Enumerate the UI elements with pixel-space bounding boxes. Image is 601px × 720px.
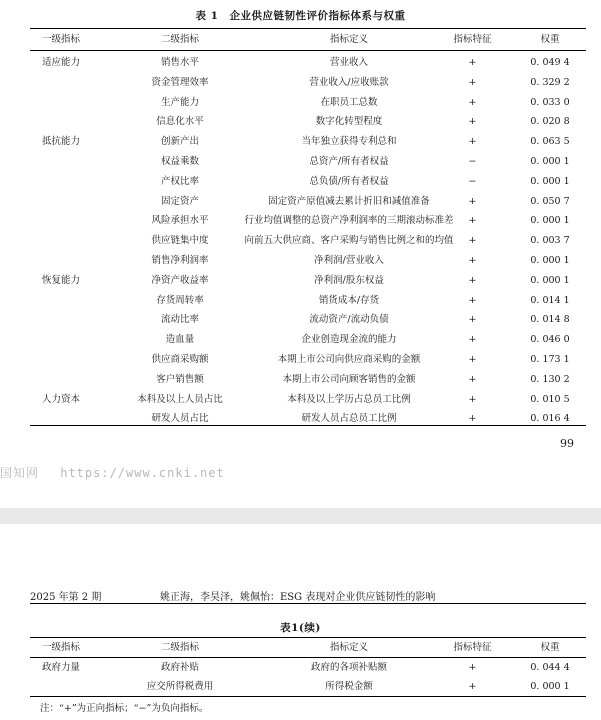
- weight-cell: 0. 000 1: [530, 156, 570, 167]
- table-caption: 表 1 企业供应链韧性评价指标体系与权重: [195, 10, 406, 22]
- secondary-indicator-cell: 应交所得税费用: [146, 680, 214, 692]
- header-cell: 权重: [540, 642, 560, 653]
- secondary-indicator-cell: 研发人员占比: [151, 413, 209, 425]
- direction-cell: +: [468, 235, 477, 247]
- secondary-indicator-cell: 产权比率: [160, 175, 199, 187]
- page-number: 99: [560, 437, 574, 450]
- secondary-indicator-cell: 信息化水平: [156, 116, 204, 128]
- watermark: 国知网 https://www.cnki.net: [0, 466, 225, 480]
- weight-cell: 0. 046 0: [530, 334, 570, 346]
- header-cell: 指标特征: [453, 642, 492, 653]
- definition-cell: 净利润/股东权益: [314, 274, 384, 286]
- definition-cell: 向前五大供应商、客户采购与销售比例之和的均值: [244, 235, 454, 247]
- definition-cell: 本期上市公司向顾客销售的金额: [282, 373, 416, 385]
- direction-cell: +: [468, 195, 477, 207]
- direction-cell: +: [468, 314, 477, 326]
- definition-cell: 营业收入/应收账款: [309, 76, 389, 88]
- direction-cell: +: [468, 136, 477, 148]
- weight-cell: 0. 000 1: [530, 175, 570, 187]
- weight-cell: 0. 000 1: [530, 274, 570, 286]
- page-gap: [0, 508, 601, 524]
- header-cell: 二级指标: [160, 34, 199, 45]
- direction-cell: +: [468, 413, 477, 425]
- weight-cell: 0. 010 5: [530, 393, 570, 405]
- direction-cell: +: [468, 294, 477, 306]
- primary-indicator-cell: 政府力量: [42, 662, 81, 673]
- definition-cell: 销货成本/存货: [318, 294, 380, 306]
- weight-cell: 0. 329 2: [530, 76, 570, 88]
- definition-cell: 所得税金额: [325, 680, 373, 692]
- secondary-indicator-cell: 净资产收益率: [151, 274, 209, 286]
- table-row: [30, 409, 586, 429]
- running-head-issue: 2025 年第 2 期: [30, 592, 102, 603]
- header-cell: 权重: [540, 34, 560, 45]
- header-rule: [30, 50, 586, 51]
- secondary-indicator-cell: 权益乘数: [160, 156, 199, 167]
- definition-cell: 政府的各项补贴额: [310, 662, 387, 673]
- direction-cell: +: [468, 373, 477, 385]
- table-row: [30, 370, 586, 390]
- secondary-indicator-cell: 销售净利润率: [151, 255, 209, 266]
- table-row: [30, 53, 586, 73]
- table-row: [30, 390, 586, 410]
- definition-cell: 在职员工总数: [320, 96, 378, 108]
- secondary-indicator-cell: 供应商采购额: [151, 354, 209, 365]
- table-row: [30, 251, 586, 271]
- weight-cell: 0. 014 8: [530, 314, 570, 326]
- table-row: [30, 677, 586, 697]
- table-note: 注：“+”为正向指标；“−”为负向指标。: [40, 703, 209, 714]
- direction-cell: −: [468, 175, 477, 187]
- cont-table-header: [30, 638, 586, 658]
- table-row: [30, 658, 586, 678]
- definition-cell: 流动资产/流动负债: [309, 314, 389, 326]
- weight-cell: 0. 000 1: [530, 680, 570, 692]
- weight-cell: 0. 130 2: [530, 373, 570, 385]
- weight-cell: 0. 050 7: [530, 195, 570, 207]
- definition-cell: 总资产/所有者权益: [309, 156, 389, 167]
- secondary-indicator-cell: 固定资产: [160, 195, 199, 207]
- direction-cell: +: [468, 354, 477, 365]
- secondary-indicator-cell: 资金管理效率: [151, 76, 209, 88]
- table-row: [30, 291, 586, 311]
- secondary-indicator-cell: 创新产出: [160, 136, 199, 148]
- primary-indicator-cell: 适应能力: [42, 57, 81, 68]
- table-row: [30, 132, 586, 152]
- table-cont-caption: 表1(续): [280, 622, 321, 634]
- weight-cell: 0. 033 0: [530, 96, 570, 108]
- definition-cell: 营业收入: [329, 57, 368, 68]
- top-rule: [30, 28, 586, 29]
- direction-cell: +: [468, 255, 477, 266]
- weight-cell: 0. 044 4: [530, 662, 570, 673]
- running-head-title: 姚正海，李昊泽，姚佩怡：ESG 表现对企业供应链韧性的影响: [160, 592, 436, 603]
- table-header: [30, 30, 586, 50]
- table-row: [30, 73, 586, 93]
- definition-cell: 固定资产原值减去累计折旧和减值准备: [268, 195, 430, 207]
- secondary-indicator-cell: 客户销售额: [156, 373, 204, 385]
- header-cell: 一级指标: [42, 34, 81, 45]
- definition-cell: 总负债/所有者权益: [309, 175, 389, 187]
- direction-cell: +: [468, 76, 477, 88]
- secondary-indicator-cell: 流动比率: [160, 314, 199, 326]
- weight-cell: 0. 016 4: [530, 413, 570, 425]
- weight-cell: 0. 020 8: [530, 116, 570, 128]
- direction-cell: +: [468, 393, 477, 405]
- secondary-indicator-cell: 风险承担水平: [151, 215, 209, 227]
- direction-cell: +: [468, 116, 477, 128]
- cont-bottom-rule: [30, 696, 586, 697]
- secondary-indicator-cell: 供应链集中度: [151, 235, 209, 247]
- definition-cell: 研发人员占总员工比例: [301, 413, 397, 425]
- table-row: [30, 192, 586, 212]
- direction-cell: +: [468, 274, 477, 286]
- table-row: [30, 93, 586, 113]
- weight-cell: 0. 003 7: [530, 235, 570, 247]
- secondary-indicator-cell: 造血量: [165, 334, 195, 346]
- table-row: [30, 211, 586, 231]
- secondary-indicator-cell: 政府补贴: [160, 662, 199, 673]
- secondary-indicator-cell: 本科及以上人员占比: [137, 393, 223, 405]
- direction-cell: +: [468, 57, 477, 68]
- primary-indicator-cell: 恢复能力: [42, 274, 81, 286]
- table-row: [30, 350, 586, 370]
- definition-cell: 企业创造现金流的能力: [301, 334, 397, 346]
- header-cell: 二级指标: [160, 642, 199, 653]
- direction-cell: +: [468, 680, 477, 692]
- table-row: [30, 152, 586, 172]
- secondary-indicator-cell: 存货周转率: [156, 294, 204, 306]
- header-cell: 指标定义: [329, 34, 368, 45]
- table-row: [30, 310, 586, 330]
- primary-indicator-cell: 人力资本: [42, 393, 81, 405]
- direction-cell: +: [468, 334, 477, 346]
- definition-cell: 行业均值调整的总资产净利润率的三期滚动标准差: [244, 215, 454, 227]
- primary-indicator-cell: 抵抗能力: [42, 136, 81, 148]
- definition-cell: 数字化转型程度: [315, 116, 383, 128]
- weight-cell: 0. 049 4: [530, 57, 570, 68]
- bottom-rule: [30, 425, 586, 426]
- secondary-indicator-cell: 销售水平: [160, 57, 199, 68]
- definition-cell: 当年独立获得专利总和: [301, 136, 397, 148]
- definition-cell: 净利润/营业收入: [314, 255, 384, 266]
- table-row: [30, 112, 586, 132]
- direction-cell: +: [468, 662, 477, 673]
- secondary-indicator-cell: 生产能力: [160, 96, 199, 108]
- header-cell: 一级指标: [42, 642, 81, 653]
- direction-cell: −: [468, 156, 477, 167]
- definition-cell: 本科及以上学历占总员工比例: [287, 393, 411, 405]
- direction-cell: +: [468, 215, 477, 227]
- weight-cell: 0. 173 1: [530, 354, 570, 365]
- table-row: [30, 172, 586, 192]
- header-cell: 指标定义: [329, 642, 368, 653]
- definition-cell: 本期上市公司向供应商采购的金额: [277, 354, 421, 365]
- table-row: [30, 271, 586, 291]
- weight-cell: 0. 000 1: [530, 215, 570, 227]
- table-row: [30, 231, 586, 251]
- table-row: [30, 330, 586, 350]
- weight-cell: 0. 000 1: [530, 255, 570, 266]
- running-head-rule: [30, 603, 586, 604]
- header-cell: 指标特征: [453, 34, 492, 45]
- weight-cell: 0. 014 1: [530, 294, 570, 306]
- direction-cell: +: [468, 96, 477, 108]
- weight-cell: 0. 063 5: [530, 136, 570, 148]
